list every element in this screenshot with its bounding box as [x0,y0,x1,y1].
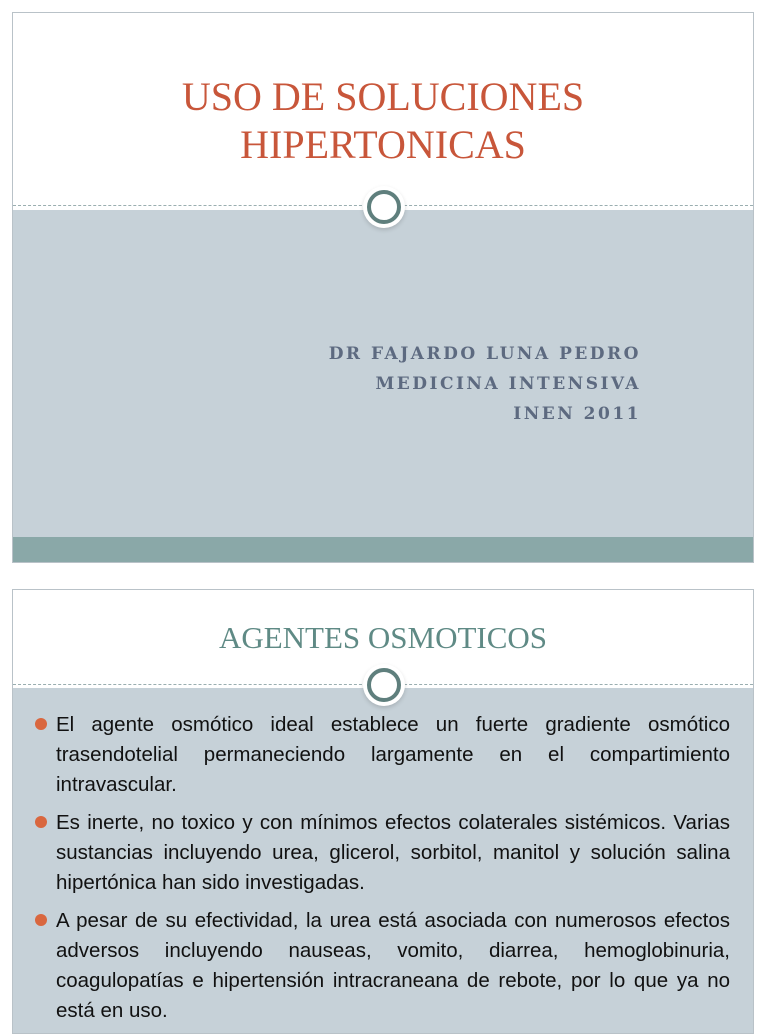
bullet-text: A pesar de su efectividad, la urea está asociada con numerosos efectos adversos incluyendo nauseas, vomito, diarrea, hemoglobinuria, coagulopatías e hipertensión intracraneana de rebote, por lo que ya no está en uso. [56,909,730,1022]
list-item [33,710,730,800]
title-line-1: USO DE SOLUCIONES [181,74,585,119]
bullet-dot-icon [35,816,47,828]
slide-title: AGENTES OSMOTICOS [218,620,548,655]
bullet-text: El agente osmótico ideal establece un fuerte gradiente osmótico trasendotelial permaneciendo largamente en el compartimiento intravascular. [56,713,730,796]
author-name: DR FAJARDO LUNA PEDRO [328,344,641,364]
author-block [329,339,641,429]
title-slide [12,12,754,563]
bullet-text: Es inerte, no toxico y con mínimos efectos colaterales sistémicos. Varias sustancias incluyendo urea, glicerol, sorbitol, manitol y solución salina hipertónica han sido investigadas. [56,811,730,894]
bullet-dot-icon [35,718,47,730]
bullet-list [33,710,730,1034]
bullet-dot-icon [35,914,47,926]
list-item [33,808,730,898]
title-area [13,13,753,207]
author-institution-year: INEN 2011 [513,404,641,424]
title-line-2: HIPERTONICAS [240,122,526,167]
ring-ornament-icon [367,668,401,702]
presentation-title [13,73,753,169]
content-slide [12,589,754,1034]
ring-ornament-icon [367,190,401,224]
footer-band [13,537,753,563]
list-item [33,906,730,1026]
author-department: MEDICINA INTENSIVA [375,374,641,394]
